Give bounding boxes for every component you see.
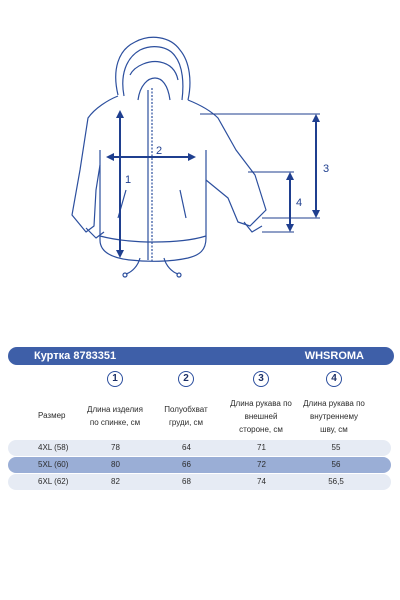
label-4: 4 [296, 197, 303, 209]
brand-name: WHSROMA [304, 350, 364, 362]
value-cell: 78 [111, 443, 120, 452]
table-row [8, 474, 391, 490]
label-3: 3 [323, 163, 330, 175]
product-title-bar [8, 347, 394, 365]
column-header-3-line-3: стороне, см [239, 425, 283, 434]
column-number-3: 3 [253, 371, 269, 387]
column-header-2 [150, 403, 222, 429]
value-cell: 82 [111, 477, 120, 486]
label-2: 2 [156, 145, 163, 157]
column-header-1-line-1: Длина изделия [87, 405, 143, 414]
column-header-3-line-2: внешней [244, 412, 278, 421]
size-cell: 6XL (62) [38, 477, 69, 486]
column-header-2-line-2: груди, см [168, 418, 204, 427]
value-cell: 72 [257, 460, 266, 469]
column-header-4 [294, 397, 374, 436]
column-header-4-line-1: Длина рукава по [303, 399, 365, 408]
value-cell: 66 [182, 460, 191, 469]
label-1: 1 [125, 174, 132, 186]
size-cell: 4XL (58) [38, 443, 69, 452]
value-cell: 56 [331, 460, 341, 469]
measurement-lines [108, 112, 320, 256]
value-cell: 55 [331, 443, 341, 452]
value-cell: 56,5 [328, 477, 344, 486]
column-header-1 [75, 403, 155, 429]
column-header-1-line-2: по спинке, см [89, 418, 141, 427]
value-cell: 64 [182, 443, 191, 452]
size-header: Размер [38, 411, 66, 420]
column-header-4-line-2: внутреннему [309, 412, 359, 421]
table-row [8, 457, 391, 473]
column-header-2-line-1: Полуобхват [164, 405, 208, 414]
value-cell: 68 [182, 477, 191, 486]
column-number-2: 2 [178, 371, 194, 387]
product-name: Куртка 8783351 [34, 350, 117, 362]
value-cell: 71 [257, 443, 266, 452]
value-cell: 74 [257, 477, 266, 486]
column-header-3-line-1: Длина рукава по [230, 399, 292, 408]
column-number-4: 4 [326, 371, 342, 387]
value-cell: 80 [111, 460, 120, 469]
table-row [8, 440, 391, 456]
column-header-3 [222, 397, 300, 436]
column-header-4-line-3: шву, см [320, 425, 348, 434]
column-number-1: 1 [107, 371, 123, 387]
size-cell: 5XL (60) [38, 460, 69, 469]
